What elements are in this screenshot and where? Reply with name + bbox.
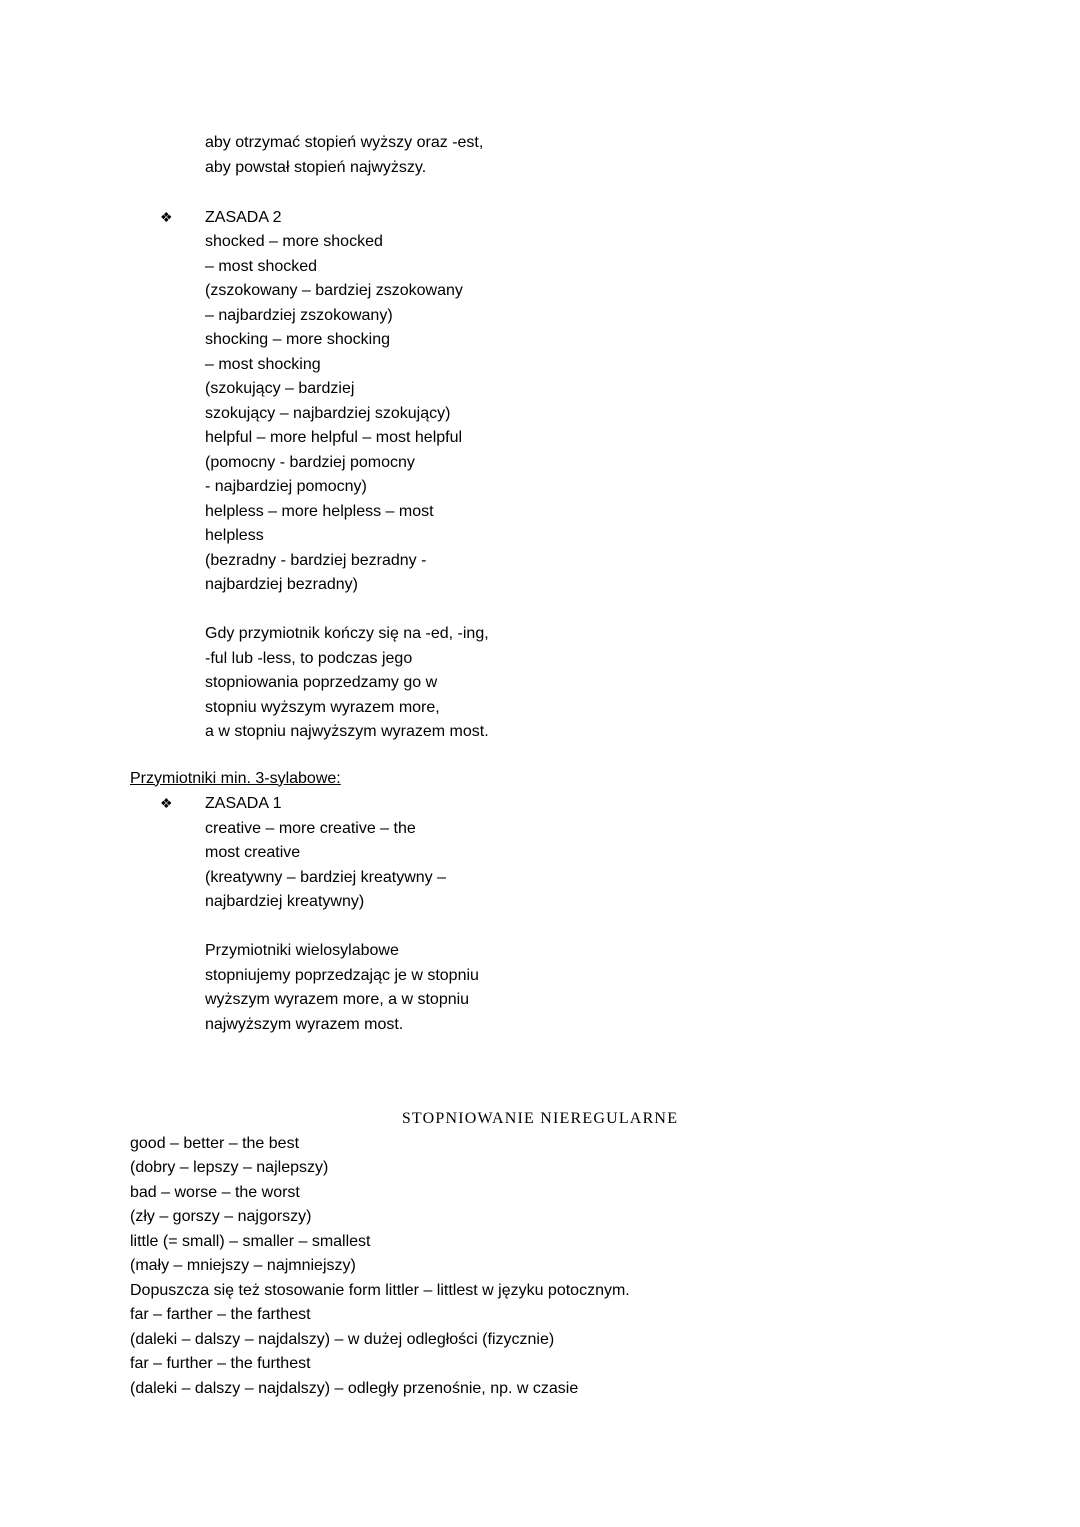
text-line: a w stopniu najwyższym wyrazem most. xyxy=(205,723,489,740)
text-line: creative – more creative – the xyxy=(205,819,416,837)
text-line: (bezradny - bardziej bezradny - xyxy=(205,551,427,569)
text-line: good – better – the best xyxy=(130,1134,300,1152)
text-line: najbardziej kreatywny) xyxy=(205,893,365,910)
text-line: szokujący – najbardziej szokujący) xyxy=(205,404,451,422)
text-line: (zły – gorszy – najgorszy) xyxy=(130,1208,312,1225)
zasada-2-item xyxy=(130,205,950,231)
text-line: aby powstał stopień najwyższy. xyxy=(205,158,427,176)
irregular-section-heading: STOPNIOWANIE NIEREGULARNE xyxy=(401,1110,679,1127)
text-line: Dopuszcza się też stosowanie form littler – littlest w języku potocznym. xyxy=(130,1281,630,1299)
text-line: najbardziej bezradny) xyxy=(205,576,358,593)
text-line: wyższym wyrazem more, a w stopniu xyxy=(205,991,470,1008)
text-line: helpless xyxy=(205,527,264,544)
zasada-2-title: ZASADA 2 xyxy=(205,208,282,226)
irregular-lines xyxy=(130,1132,950,1402)
text-line: far – farther – the farthest xyxy=(130,1306,311,1323)
diamond-bullet-icon: ❖ xyxy=(160,208,173,225)
text-line: (zszokowany – bardziej zszokowany xyxy=(205,282,463,299)
text-line: – najbardziej zszokowany) xyxy=(205,306,393,324)
text-line: far – further – the furthest xyxy=(130,1355,311,1372)
text-line: helpless – more helpless – most xyxy=(205,502,434,520)
text-line: (daleki – dalszy – najdalszy) – odległy przenośnie, np. w czasie xyxy=(130,1379,579,1397)
text-line: helpful – more helpful – most helpful xyxy=(205,429,463,446)
zasada-1-note xyxy=(130,939,950,1037)
text-line: shocking – more shocking xyxy=(205,331,390,348)
text-line: (dobry – lepszy – najlepszy) xyxy=(130,1159,329,1176)
diamond-bullet-icon: ❖ xyxy=(160,795,173,811)
text-line: stopniu wyższym wyrazem more, xyxy=(205,698,440,716)
text-line: stopniowania poprzedzamy go w xyxy=(205,674,438,691)
text-line: – most shocked xyxy=(205,257,318,275)
text-line: stopniujemy poprzedzając je w stopniu xyxy=(205,966,479,984)
zasada-1-item xyxy=(130,791,950,817)
text-line: -ful lub -less, to podczas jego xyxy=(205,649,413,667)
text-line: (pomocny - bardziej pomocny xyxy=(205,453,415,471)
text-line: bad – worse – the worst xyxy=(130,1183,300,1201)
text-line: (szokujący – bardziej xyxy=(205,380,355,397)
text-line: shocked – more shocked xyxy=(205,233,383,250)
text-line: aby otrzymać stopień wyższy oraz -est, xyxy=(205,134,484,151)
text-line: most creative xyxy=(205,844,301,861)
text-line: Gdy przymiotnik kończy się na -ed, -ing, xyxy=(205,625,489,642)
text-line: little (= small) – smaller – smallest xyxy=(130,1232,371,1250)
zasada-1-title: ZASADA 1 xyxy=(205,795,282,812)
text-line: (mały – mniejszy – najmniejszy) xyxy=(130,1257,356,1274)
text-line: - najbardziej pomocny) xyxy=(205,478,367,495)
three-syllable-heading xyxy=(130,767,950,792)
text-line: (kreatywny – bardziej kreatywny – xyxy=(205,868,446,886)
zasada-2-examples xyxy=(130,230,950,598)
text-line: – most shocking xyxy=(205,355,321,373)
text-line: Przymiotniki wielosylabowe xyxy=(205,942,399,959)
zasada-2-note xyxy=(130,622,950,745)
intro-paragraph xyxy=(130,131,950,180)
three-syllable-heading-text: Przymiotniki min. 3-sylabowe: xyxy=(130,769,341,787)
text-line: (daleki – dalszy – najdalszy) – w dużej odległości (fizycznie) xyxy=(130,1330,555,1348)
text-line: najwyższym wyrazem most. xyxy=(205,1015,404,1033)
zasada-1-examples xyxy=(130,817,950,915)
